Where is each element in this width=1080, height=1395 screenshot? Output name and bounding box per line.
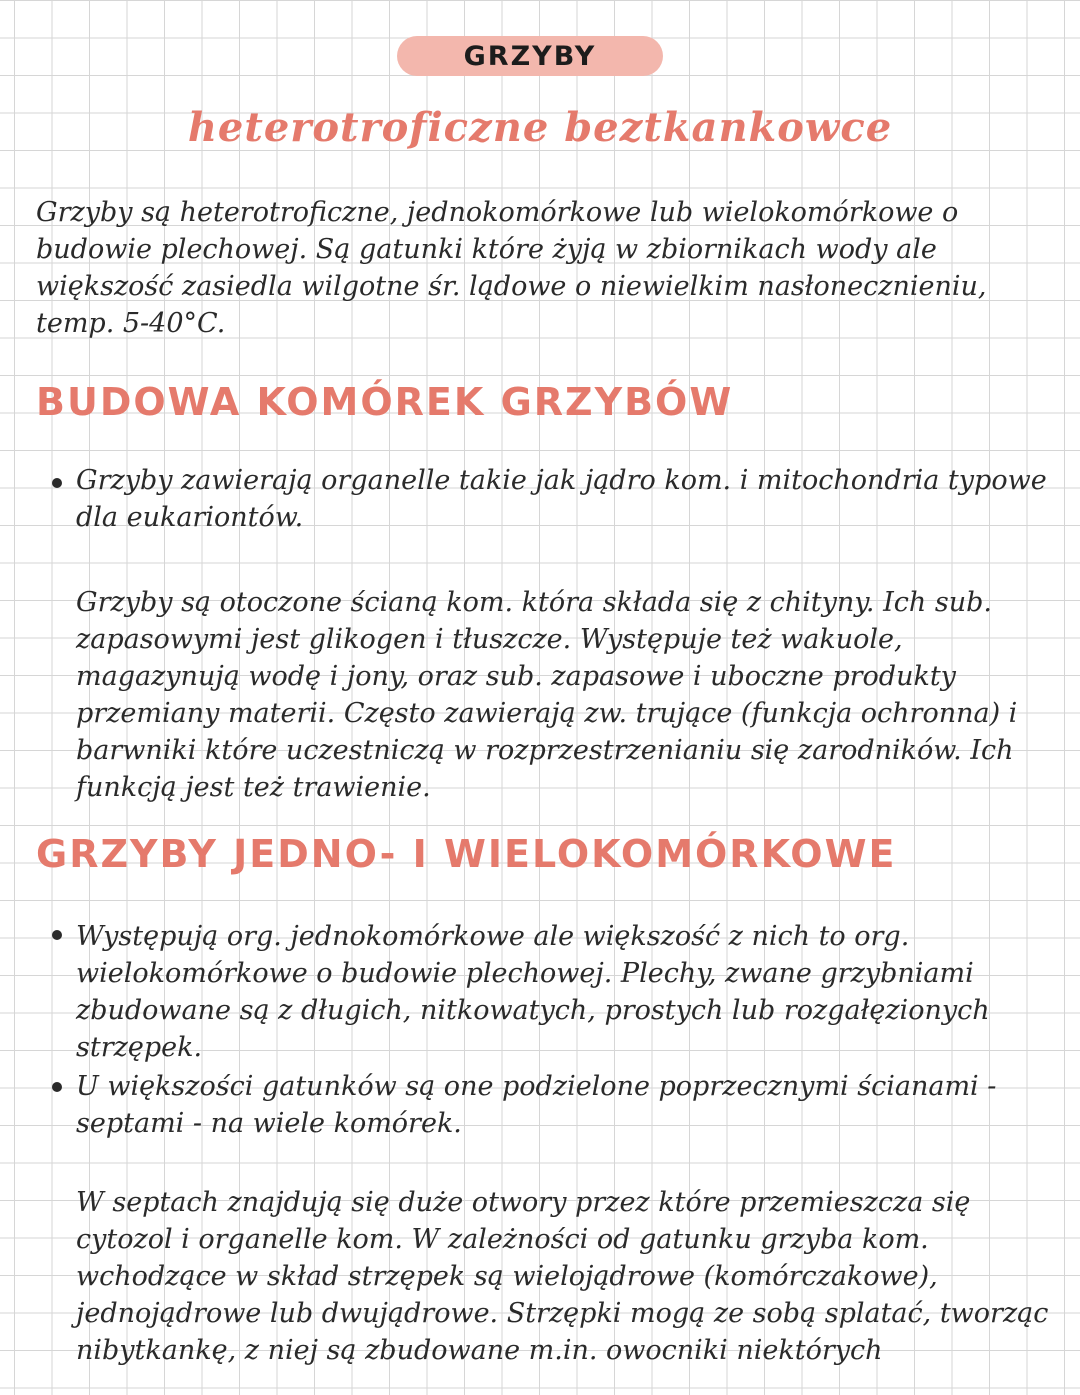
paragraph-sciana: Grzyby są otoczone ścianą kom. która składa się z chityny. Ich sub. zapasowymi jest glikogen i tłuszcze. Występuje też wakuole, magazynują wodę i jony, oraz sub. zapasowe i uboczne produkty przemiany materii. Często zawierają zw. trujące (funkcja ochronna) i barwniki które uczestniczą w rozprzestrzenianiu się zarodników. Ich funkcją jest też trawienie. xyxy=(76,587,1018,803)
bullet-septy: U większości gatunków są one podzielone poprzecznymi ścianami - septami - na wiele komórek. xyxy=(76,1071,997,1139)
bullet-organelle: Grzyby zawierają organelle takie jak jądro kom. i mitochondria typowe dla eukariontów. xyxy=(76,465,1047,533)
section-heading-budowa: BUDOWA KOMÓREK GRZYBÓW xyxy=(36,380,734,424)
paragraph-septy: W septach znajdują się duże otwory przez które przemieszcza się cytozol i organelle kom. W zależności od gatunku grzyba kom. wchodzące w skład strzępek są wielojądrowe (komórczakowe), jednojądrowe lub dwujądrowe. Strzępki mogą ze sobą splatać, tworząc nibytkankę, z niej są zbudowane m.in. owocniki niektórych xyxy=(76,1187,1049,1366)
bullet-icon xyxy=(52,1082,62,1092)
section-heading-jedno-wielo: GRZYBY JEDNO- I WIELOKOMÓRKOWE xyxy=(36,832,897,876)
bullet-wystepuja: Występują org. jednokomórkowe ale większość z nich to org. wielokomórkowe o budowie plechowej. Plechy, zwane grzybniami zbudowane są z długich, nitkowatych, prostych lub rozgałęzionych strzępek. xyxy=(76,921,990,1063)
page-title: GRZYBY xyxy=(397,36,663,76)
page-subtitle: heterotroficzne beztkankowce xyxy=(187,104,893,151)
intro-paragraph: Grzyby są heterotroficzne, jednokomórkowe lub wielokomórkowe o budowie plechowej. Są gatunki które żyją w zbiornikach wody ale większość zasiedla wilgotne śr. lądowe o niewielkim nasłonecznieniu, temp. 5-40°C. xyxy=(36,197,987,339)
bullet-icon xyxy=(52,478,62,488)
bullet-icon xyxy=(52,930,62,940)
